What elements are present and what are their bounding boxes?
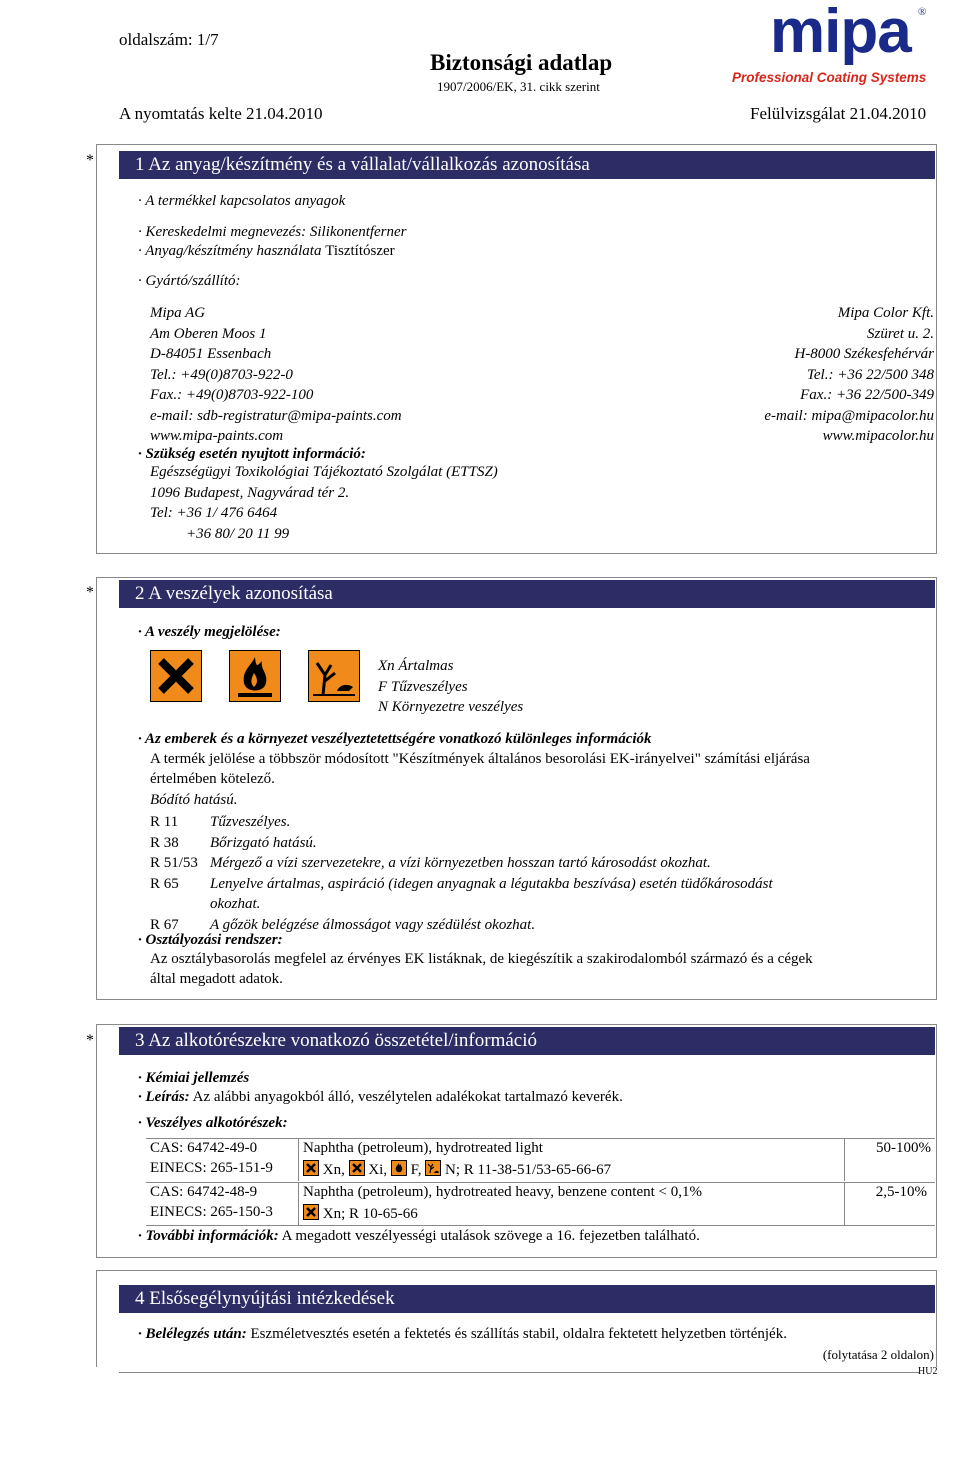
hazard-item: F Tűzveszélyes bbox=[378, 678, 468, 695]
right-address bbox=[764, 303, 934, 447]
section3-title: 3 Az alkotórészekre vonatkozó összetétel/információ bbox=[119, 1027, 935, 1055]
hazard-list bbox=[378, 656, 523, 718]
inhalation-label: · Belélegzés után: bbox=[138, 1326, 247, 1342]
logo-registered: ® bbox=[918, 6, 927, 18]
classification-label: · Osztályozási rendszer: bbox=[138, 932, 283, 948]
address-line: e-mail: mipa@mipacolor.hu bbox=[764, 407, 934, 424]
column-divider bbox=[298, 1139, 299, 1181]
r-phrase: R 65 Lenyelve ártalmas, aspiráció (idegen anyagnak a légutakba beszívása) esetén tüdőkárosodást bbox=[150, 875, 773, 892]
page-number: oldalszám: 1/7 bbox=[119, 30, 219, 49]
manufacturer-label: · Gyártó/szállító: bbox=[138, 273, 241, 289]
section2-change-marker: * bbox=[86, 584, 94, 601]
component-name: Naphtha (petroleum), hydrotreated heavy, benzene content < 0,1% bbox=[303, 1184, 702, 1200]
section2-title: 2 A veszélyek azonosítása bbox=[119, 580, 935, 608]
trade-name-row bbox=[138, 224, 407, 241]
concentration: 50-100% bbox=[876, 1140, 931, 1156]
address-line: Am Oberen Moos 1 bbox=[150, 325, 267, 342]
description-label: · Leírás: bbox=[138, 1089, 190, 1105]
description-row bbox=[138, 1089, 623, 1106]
column-divider bbox=[844, 1183, 845, 1225]
component-name: Naphtha (petroleum), hydrotreated light bbox=[303, 1140, 543, 1156]
document-subtitle: 1907/2006/EK, 31. cikk szerint bbox=[437, 79, 600, 94]
flammable-flame-icon bbox=[391, 1160, 407, 1176]
continued-note: (folytatása 2 oldalon) bbox=[822, 1347, 934, 1362]
address-line: H-8000 Székesfehérvár bbox=[794, 346, 934, 362]
hazard-item: Xn Ártalmas bbox=[378, 658, 454, 674]
logo-wordmark: mipa bbox=[770, 0, 911, 66]
section3-change-marker: * bbox=[86, 1032, 94, 1049]
address-line: Fax.: +49(0)8703-922-100 bbox=[150, 387, 314, 403]
inhalation-row bbox=[138, 1326, 787, 1343]
irritant-x-icon bbox=[349, 1160, 365, 1176]
section1-change-marker: * bbox=[86, 152, 94, 169]
r-phrase: R 11 Tűzveszélyes. bbox=[150, 814, 291, 830]
address-line: Tel.: +36 22/500 348 bbox=[806, 366, 934, 383]
address-line: Tel.: +49(0)8703-922-0 bbox=[150, 366, 293, 383]
column-divider bbox=[298, 1183, 299, 1225]
logo-tagline: Professional Coating Systems bbox=[732, 70, 927, 85]
trade-name-label: · Kereskedelmi megnevezés: bbox=[138, 224, 307, 240]
einecs-number: EINECS: 265-150-3 bbox=[150, 1204, 273, 1220]
print-date: A nyomtatás kelte 21.04.2010 bbox=[119, 104, 323, 123]
r-phrase-list bbox=[150, 812, 935, 935]
environment-dead-tree-icon bbox=[308, 650, 360, 702]
emergency-line: +36 80/ 20 11 99 bbox=[186, 525, 290, 542]
address-line: www.mipacolor.hu bbox=[822, 428, 934, 444]
component-classification: Xn; R 10-65-66 bbox=[303, 1204, 418, 1223]
document-title: Biztonsági adatlap bbox=[430, 50, 613, 75]
column-divider bbox=[844, 1139, 845, 1181]
classification-text: Az osztálybasorolás megfelel az érvényes EK listáknak, de kiegészítik a szakirodalomból származó és a cégek bbox=[150, 951, 813, 967]
address-line: Fax.: +36 22/500-349 bbox=[800, 387, 934, 403]
cas-number: CAS: 64742-48-9 bbox=[150, 1184, 258, 1200]
usage-label: · Anyag/készítmény használata bbox=[138, 243, 322, 259]
r-phrase: R 38 Bőrizgató hatású. bbox=[150, 834, 317, 851]
component-row bbox=[146, 1182, 935, 1226]
einecs-number: EINECS: 265-151-9 bbox=[150, 1160, 273, 1176]
emergency-line: Egészségügyi Toxikológiai Tájékoztató Szolgálat (ETTSZ) bbox=[150, 464, 498, 480]
address-line: Mipa AG bbox=[150, 305, 206, 321]
address-line: Szüret u. 2. bbox=[867, 325, 934, 342]
hazard-label: · A veszély megjelölése: bbox=[138, 624, 281, 640]
further-info: A megadott veszélyességi utalások szövege a 16. fejezetben található. bbox=[281, 1228, 700, 1244]
cas-number: CAS: 64742-49-0 bbox=[150, 1140, 258, 1156]
concentration: 2,5-10% bbox=[875, 1184, 927, 1200]
related-label: · A termékkel kapcsolatos anyagok bbox=[138, 193, 346, 209]
footer-code: HU2 bbox=[918, 1366, 938, 1377]
address-line: e-mail: sdb-registratur@mipa-paints.com bbox=[150, 407, 402, 424]
harmful-x-icon bbox=[303, 1204, 319, 1220]
component-classification: Xn, Xi, F, N; R 11-38-51/53-65-66-67 bbox=[303, 1160, 611, 1179]
r-phrase: okozhat. bbox=[210, 896, 261, 912]
trade-name: Silikonentferner bbox=[309, 224, 407, 240]
emergency-info bbox=[150, 462, 498, 544]
r-phrase: R 51/53 Mérgező a vízi szervezetekre, a vízi környezetben hosszan tartó károsodást okozhat. bbox=[150, 855, 711, 871]
narcotic-note: Bódító hatású. bbox=[150, 792, 238, 808]
dangerous-components-label: · Veszélyes alkotórészek: bbox=[138, 1115, 288, 1131]
left-address bbox=[150, 303, 402, 447]
usage-row bbox=[138, 243, 395, 260]
section1-title: 1 Az anyag/készítmény és a vállalat/vállalkozás azonosítása bbox=[119, 151, 935, 179]
usage: Tisztítószer bbox=[325, 243, 395, 259]
description: Az alábbi anyagokból álló, veszélytelen adalékokat tartalmazó keverék. bbox=[192, 1089, 623, 1105]
section4-title: 4 Elsősegélynyújtási intézkedések bbox=[119, 1285, 935, 1313]
address-line: www.mipa-paints.com bbox=[150, 428, 284, 444]
environment-dead-tree-icon bbox=[425, 1160, 441, 1176]
emergency-line: 1096 Budapest, Nagyvárad tér 2. bbox=[150, 484, 350, 501]
emergency-line: Tel: +36 1/ 476 6464 bbox=[150, 505, 278, 521]
revision-date: Felülvizsgálat 21.04.2010 bbox=[750, 104, 927, 123]
component-row bbox=[146, 1138, 935, 1181]
address-line: D-84051 Essenbach bbox=[150, 346, 272, 362]
hazard-item: N Környezetre veszélyes bbox=[378, 699, 524, 715]
further-info-label: · További információk: bbox=[138, 1228, 279, 1244]
special-info-text-cont: értelmében kötelező. bbox=[150, 771, 275, 787]
emergency-label: · Szükség esetén nyujtott információ: bbox=[138, 446, 366, 462]
r-phrase: R 67 A gőzök belégzése álmosságot vagy szédülést okozhat. bbox=[150, 916, 536, 933]
special-info-label: · Az emberek és a környezet veszélyeztetettségére vonatkozó különleges információk bbox=[138, 731, 652, 747]
special-info-text: A termék jelölése a többször módosított "Készítmények általános besorolási EK-irányelvei" számítási eljárása bbox=[150, 751, 810, 767]
address-line: Mipa Color Kft. bbox=[837, 305, 934, 321]
harmful-x-icon bbox=[303, 1160, 319, 1176]
chem-label: · Kémiai jellemzés bbox=[138, 1070, 250, 1086]
inhalation-text: Eszméletvesztés esetén a fektetés és szállítás stabil, oldalra fektetett helyzetben történjék. bbox=[250, 1326, 787, 1342]
footer-rule bbox=[119, 1372, 919, 1373]
classification-text-cont: által megadott adatok. bbox=[150, 971, 283, 987]
further-info-row bbox=[138, 1228, 700, 1245]
harmful-x-icon bbox=[150, 650, 202, 702]
mipa-logo bbox=[730, 2, 930, 92]
components-table bbox=[146, 1138, 935, 1226]
flammable-flame-icon bbox=[229, 650, 281, 702]
